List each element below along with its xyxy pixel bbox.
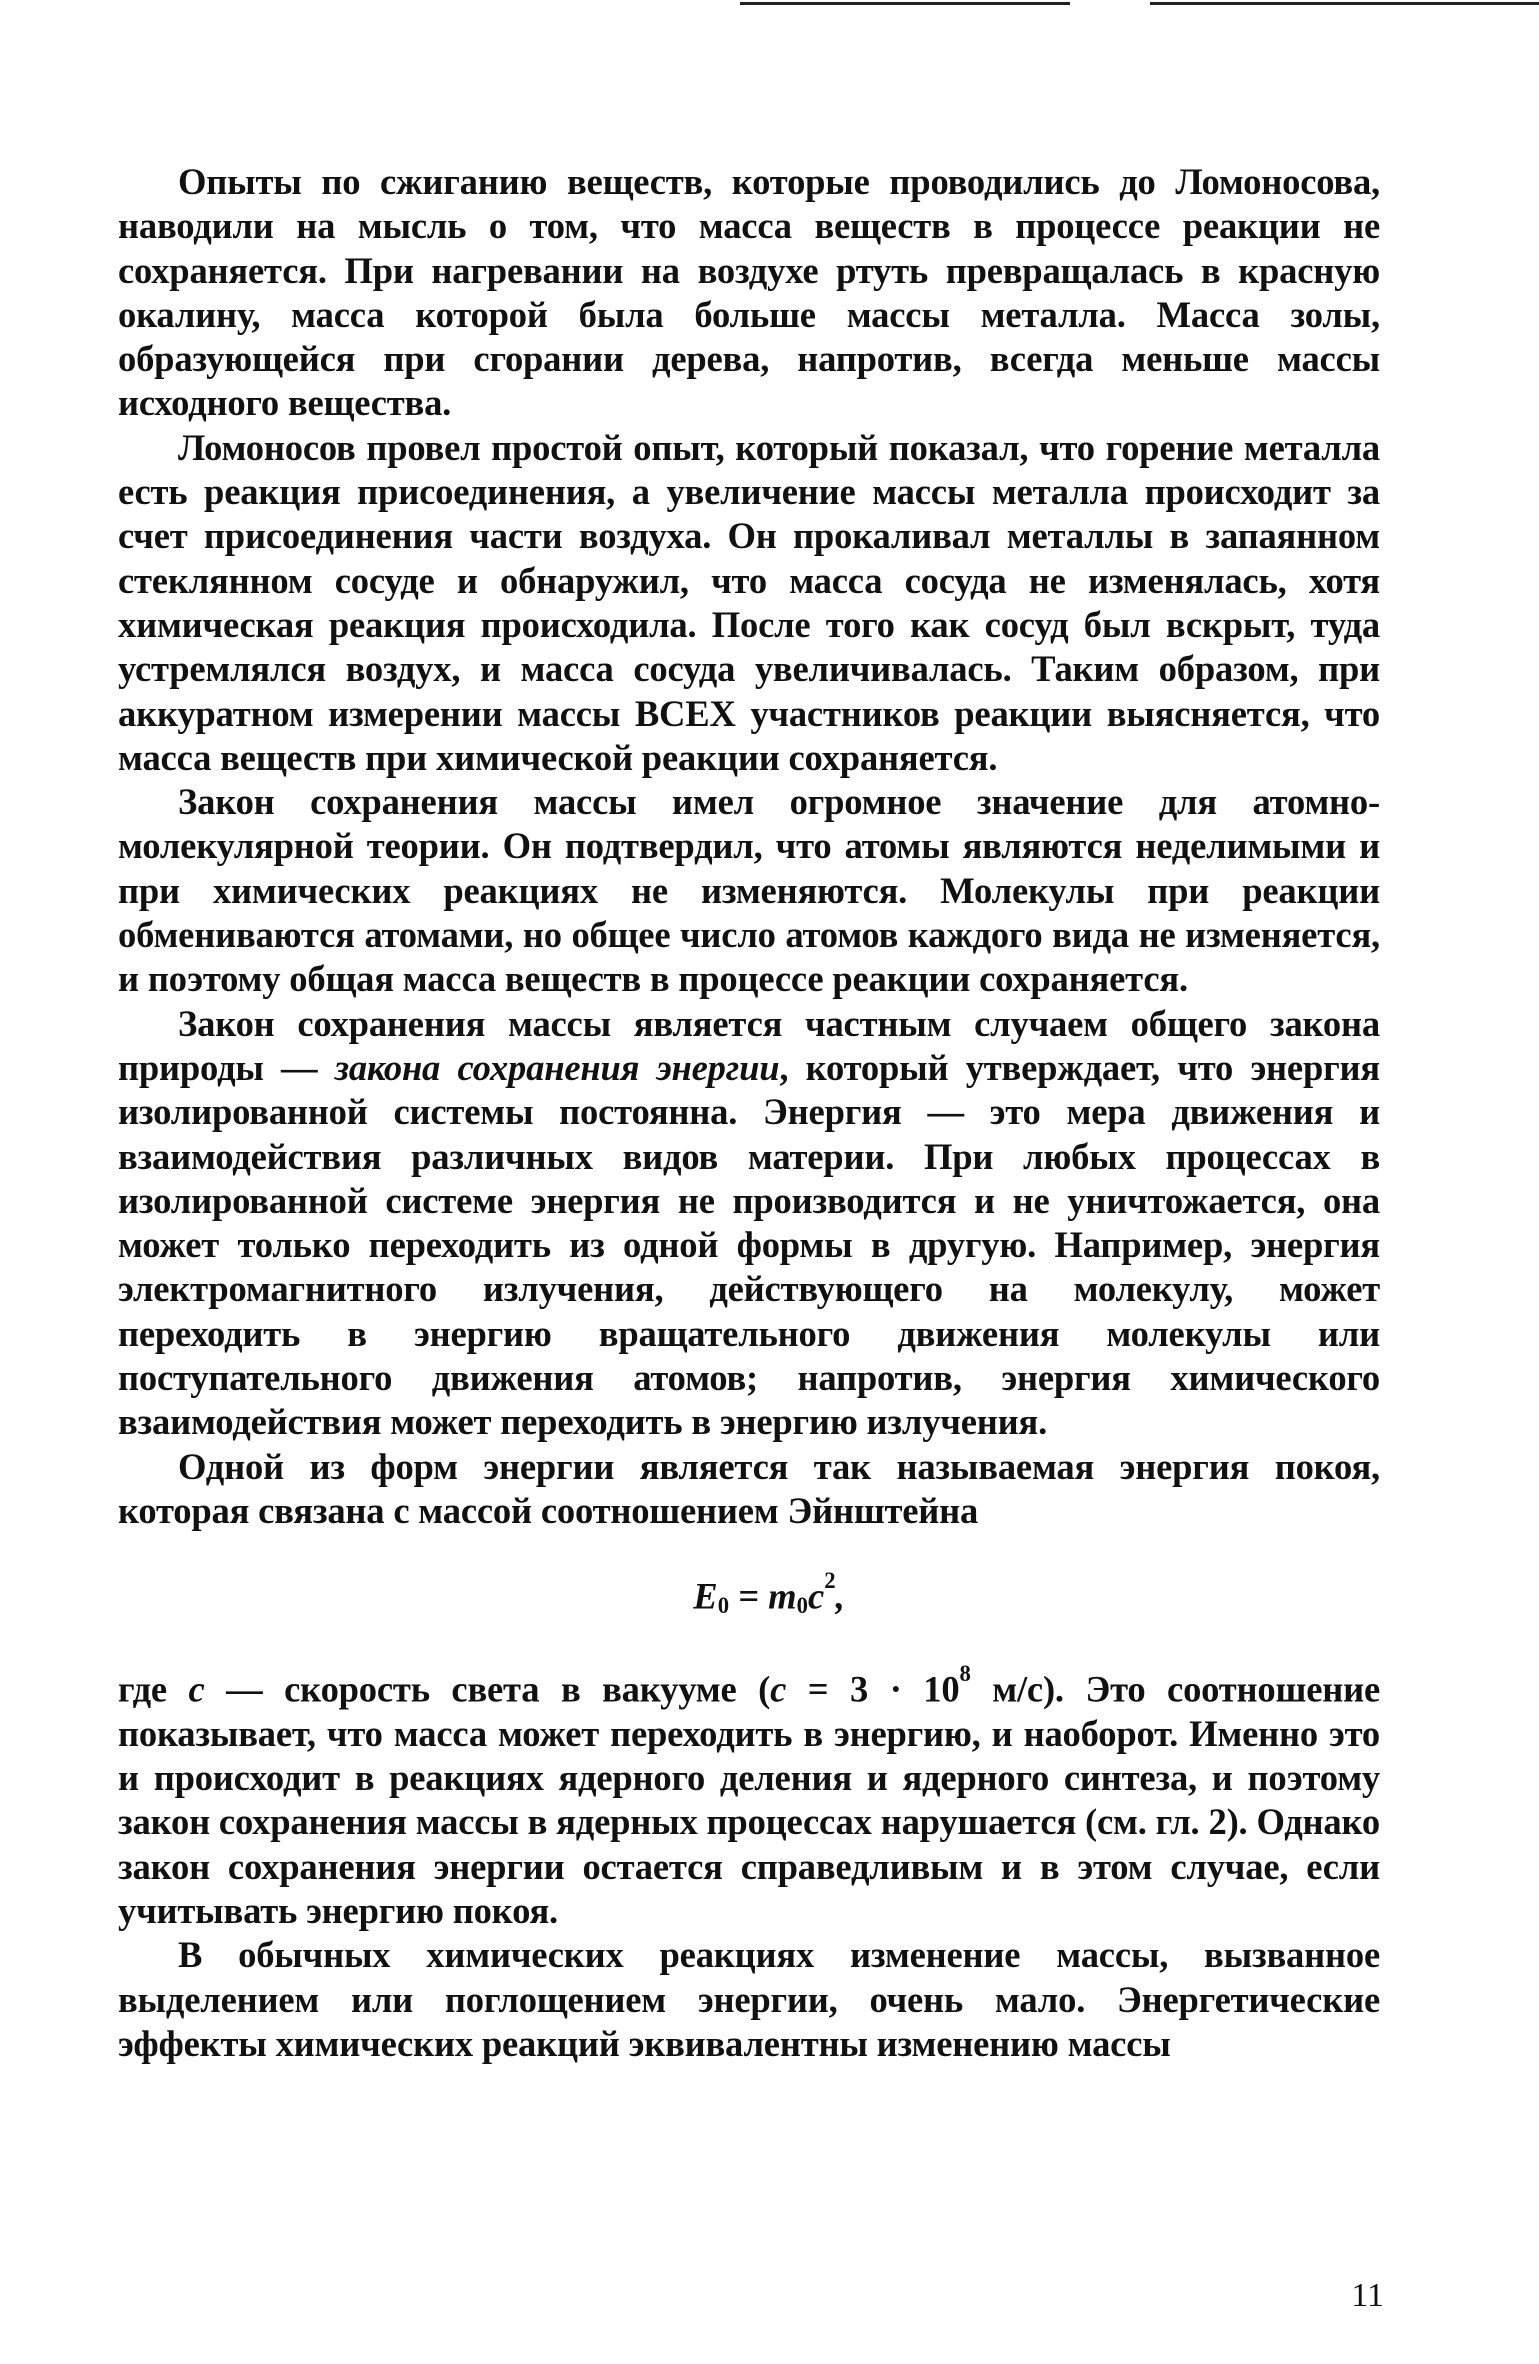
formula-m: m [768, 1575, 797, 1617]
formula-e-subscript: 0 [717, 1593, 730, 1619]
page-number: 11 [1351, 2277, 1384, 2314]
paragraph-mass-conservation-significance: Закон сохранения массы имел огромное значение для атомно-молекулярной теории. Он подтвердил, что атомы являются неделимыми и при химических реакциях не изменяются. Молекулы при реакции обмениваются атомами, но общее число атомов каждого вида не изменяется, и поэтому общая масса веществ в процессе реакции сохраняется. [118, 781, 1380, 1000]
top-edge-rule [740, 2, 1070, 5]
paragraph-combustion-experiments: Опыты по сжиганию веществ, которые проводились до Ломоносова, наводили на мысль о том, что масса веществ в процессе реакции не сохраняется. При нагревании на воздухе ртуть превращалась в красную окалину, масса которой была больше массы металла. Масса золы, образующейся при сгорании дерева, напротив, всегда меньше массы исходного вещества. [118, 161, 1380, 424]
p4-emphasis-term: закона сохранения энергии [334, 1046, 780, 1088]
paragraph-lomonosov-experiment: Ломоносов провел простой опыт, который показал, что горение металла есть реакция присоединения, а увеличение массы металла происходит за счет присоединения части воздуха. Он прокаливал металлы в запаянном стеклянном сосуде и обнаружил, что масса сосуда не изменялась, хотя химическая реакция происходила. После того как сосуд был вскрыт, туда устремлялся воздух, и масса сосуда увеличивалась. Таким образом, при аккуратном измерении массы ВСЕХ участников реакции выясняется, что масса веществ при химической реакции сохраняется. [118, 426, 1380, 778]
p6-text-mid: — скорость света в вакууме ( [204, 1668, 771, 1710]
p4-text-after: , который утверждает, что энергия изолированной системы постоянна. Энергия — это мера движения и взаимодействия различных видов материи. При любых процессах в изолированной системе энергия не производится и не уничтожается, она может только переходить из одной формы в другую. Например, энергия электромагнитного излучения, действующего на молекулу, может переходить в энергию вращательного движения молекулы или поступательного движения атомов; напротив, энергия химического взаимодействия может переходить в энергию излучения. [118, 1046, 1380, 1443]
formula-c-superscript: 2 [824, 1568, 836, 1594]
p6-symbol-c-2: c [770, 1668, 787, 1710]
p6-exponent: 8 [959, 1661, 971, 1687]
paragraph-energy-conservation [118, 1002, 1380, 1445]
p6-text-before: где [118, 1668, 189, 1710]
paragraph-speed-of-light [118, 1652, 1380, 1933]
paragraph-rest-energy: Одной из форм энергии является так называемая энергия покоя, которая связана с массой соотношением Эйнштейна [118, 1445, 1380, 1531]
formula-m-subscript: 0 [796, 1593, 808, 1619]
p4-text-before: Закон сохранения массы является частным случаем общего закона природы — [118, 1002, 1380, 1088]
top-edge-rule-right [1150, 2, 1539, 5]
p6-value: = 3 · 10 [786, 1668, 960, 1710]
p6-text-after: м/с). Это соотношение показывает, что масса может переходить в энергию, и наоборот. Именно это и происходит в реакциях ядерного деления и ядерного синтеза, и поэтому закон сохранения массы в ядерных процессах нарушается (см. гл. 2). Однако закон сохранения энергии остается справедливым и в этом случае, если учитывать энергию покоя. [118, 1668, 1381, 1932]
p6-symbol-c: c [188, 1668, 205, 1710]
einstein-formula [118, 1559, 1380, 1628]
page-body [118, 160, 1380, 2066]
formula-e: E [693, 1575, 718, 1617]
formula-comma: , [835, 1575, 845, 1617]
formula-equals: = [729, 1575, 769, 1617]
paragraph-chemical-mass-change: В обычных химических реакциях изменение массы, вызванное выделением или поглощением энергии, очень мало. Энергетические эффекты химических реакций эквивалентны изменению массы [118, 1934, 1380, 2064]
formula-c: c [807, 1575, 825, 1617]
